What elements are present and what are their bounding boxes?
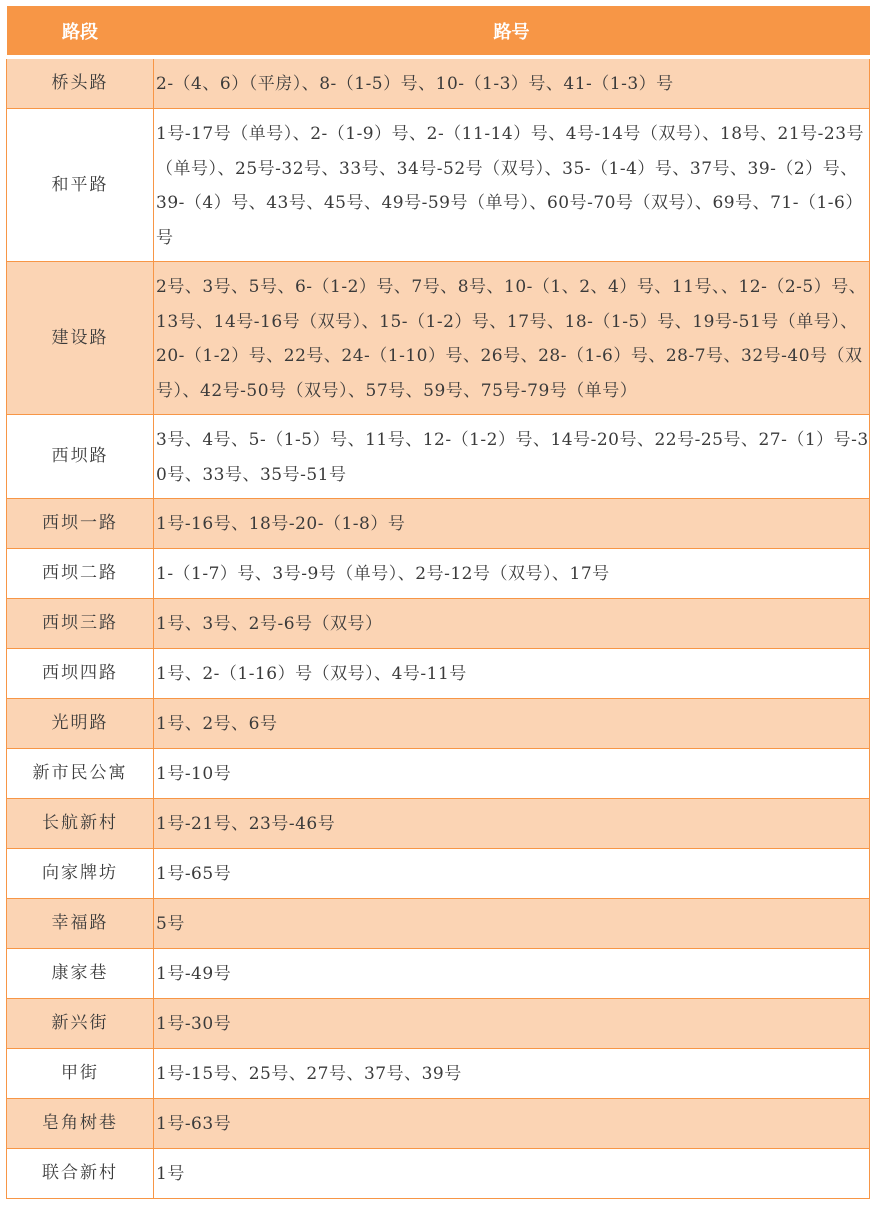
table-row — [7, 849, 870, 899]
header-road-number: 路号 — [154, 6, 870, 57]
table-row — [7, 999, 870, 1049]
road-numbers-cell: 1号-65号 — [154, 849, 870, 899]
road-name-cell: 幸福路 — [7, 899, 154, 949]
road-name-cell: 新市民公寓 — [7, 749, 154, 799]
table-row — [7, 262, 870, 415]
road-name-cell: 向家牌坊 — [7, 849, 154, 899]
table-row — [7, 499, 870, 549]
road-name-cell: 联合新村 — [7, 1149, 154, 1199]
table-row — [7, 649, 870, 699]
table-row — [7, 415, 870, 499]
table-row — [7, 749, 870, 799]
table-row — [7, 899, 870, 949]
road-name-cell: 长航新村 — [7, 799, 154, 849]
road-numbers-cell: 1号、3号、2号-6号（双号） — [154, 599, 870, 649]
road-name-cell: 和平路 — [7, 109, 154, 262]
header-row — [7, 6, 870, 57]
header-road-segment: 路段 — [7, 6, 154, 57]
table-row — [7, 109, 870, 262]
road-name-cell: 西坝二路 — [7, 549, 154, 599]
road-numbers-cell: 1号、2-（1-16）号（双号）、4号-11号 — [154, 649, 870, 699]
table-row — [7, 549, 870, 599]
table-row — [7, 799, 870, 849]
road-name-cell: 新兴街 — [7, 999, 154, 1049]
table-row — [7, 599, 870, 649]
road-numbers-cell: 1号-17号（单号）、2-（1-9）号、2-（11-14）号、4号-14号（双号）、18号、21号-23号（单号）、25号-32号、33号、34号-52号（双号）、35-（1-4）号、37号、39-（2）号、39-（4）号、43号、45号、49号-59号（单号）、60号-70号（双号）、69号、71-（1-6）号 — [154, 109, 870, 262]
road-name-cell: 光明路 — [7, 699, 154, 749]
road-name-cell: 西坝路 — [7, 415, 154, 499]
road-name-cell: 西坝一路 — [7, 499, 154, 549]
road-numbers-cell: 1号-21号、23号-46号 — [154, 799, 870, 849]
road-name-cell: 康家巷 — [7, 949, 154, 999]
road-name-cell: 甲街 — [7, 1049, 154, 1099]
road-numbers-cell: 5号 — [154, 899, 870, 949]
road-name-cell: 建设路 — [7, 262, 154, 415]
road-name-cell: 西坝三路 — [7, 599, 154, 649]
road-name-cell: 西坝四路 — [7, 649, 154, 699]
table-row — [7, 57, 870, 109]
table-row — [7, 699, 870, 749]
road-numbers-cell: 2号、3号、5号、6-（1-2）号、7号、8号、10-（1、2、4）号、11号、、12-（2-5）号、13号、14号-16号（双号）、15-（1-2）号、17号、18-（1-5）号、19号-51号（单号）、20-（1-2）号、22号、24-（1-10）号、26号、28-（1-6）号、28-7号、32号-40号（双号）、42号-50号（双号）、57号、59号、75号-79号（单号） — [154, 262, 870, 415]
road-number-table-container — [6, 6, 869, 1199]
road-numbers-cell: 1号-16号、18号-20-（1-8）号 — [154, 499, 870, 549]
road-numbers-cell: 1号-63号 — [154, 1099, 870, 1149]
road-name-cell: 皂角树巷 — [7, 1099, 154, 1149]
road-numbers-cell: 1号-15号、25号、27号、37号、39号 — [154, 1049, 870, 1099]
road-numbers-cell: 1号 — [154, 1149, 870, 1199]
road-numbers-cell: 1号、2号、6号 — [154, 699, 870, 749]
road-numbers-cell: 2-（4、6）（平房）、8-（1-5）号、10-（1-3）号、41-（1-3）号 — [154, 57, 870, 109]
road-numbers-cell: 1-（1-7）号、3号-9号（单号）、2号-12号（双号）、17号 — [154, 549, 870, 599]
road-numbers-cell: 1号-49号 — [154, 949, 870, 999]
table-header — [7, 6, 870, 57]
table-row — [7, 1099, 870, 1149]
road-name-cell: 桥头路 — [7, 57, 154, 109]
road-number-table — [6, 6, 870, 1199]
road-numbers-cell: 1号-10号 — [154, 749, 870, 799]
table-row — [7, 949, 870, 999]
table-row — [7, 1149, 870, 1199]
road-numbers-cell: 3号、4号、5-（1-5）号、11号、12-（1-2）号、14号-20号、22号-25号、27-（1）号-30号、33号、35号-51号 — [154, 415, 870, 499]
table-body — [7, 57, 870, 1199]
table-row — [7, 1049, 870, 1099]
road-numbers-cell: 1号-30号 — [154, 999, 870, 1049]
